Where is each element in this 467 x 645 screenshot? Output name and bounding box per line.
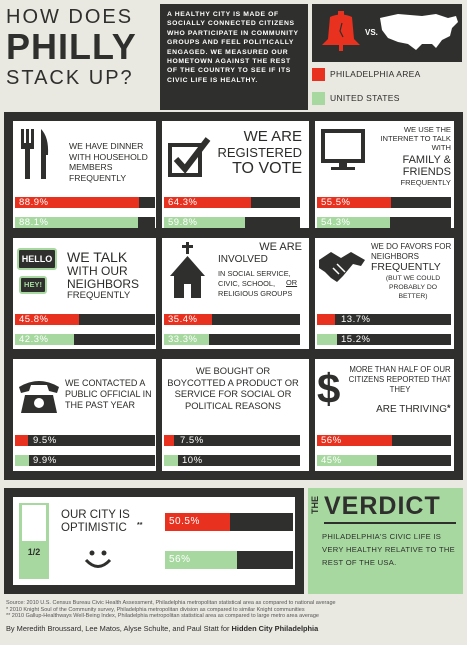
title-stack-up: STACK UP? <box>6 67 134 89</box>
vote-text-c: TO VOTE <box>232 160 302 177</box>
verdict-the: THE <box>310 496 320 514</box>
dinner-philly-bar <box>15 197 155 208</box>
verdict-box <box>308 488 463 594</box>
glass-icon <box>19 503 49 579</box>
boycott-philly-fill <box>164 435 174 446</box>
neighbors-philly-value: 45.8% <box>19 314 49 325</box>
card-vote <box>157 112 314 237</box>
verdict-title: VERDICT <box>324 492 441 520</box>
glass-label: 1/2 <box>27 547 41 557</box>
internet-text-a: WE USE THE INTERNET TO TALK WITH <box>380 125 451 152</box>
boycott-us-value: 10% <box>182 455 203 466</box>
source-line-3: ** 2010 Gallup-Healthways Well-Being Index, Philadelphia metropolitan statistical area as compared to large metro area average <box>6 613 319 619</box>
optimistic-text-b: OPTIMISTIC <box>61 522 127 534</box>
boycott-text: WE BOUGHT OR BOYCOTTED A PRODUCT OR SERVICE FOR SOCIAL OR POLITICAL REASONS <box>167 365 299 411</box>
optimistic-philly-value: 50.5% <box>169 516 200 527</box>
neighbors-text-c: NEIGHBORS <box>67 277 140 291</box>
card-neighbors <box>4 233 161 358</box>
vote-text-a: WE ARE <box>243 128 302 145</box>
internet-us-value: 54.3% <box>321 217 351 228</box>
handshake-icon <box>317 248 367 288</box>
internet-text-b: FAMILY & FRIENDS <box>402 154 451 178</box>
page-title <box>6 6 154 108</box>
computer-icon <box>321 129 365 173</box>
official-philly-fill <box>15 435 28 446</box>
involved-philly-bar <box>164 314 300 325</box>
internet-text-c: FREQUENTLY <box>400 178 451 187</box>
optimistic-text-a: OUR CITY IS <box>61 509 130 521</box>
card-internet <box>310 112 463 237</box>
internet-philly-bar <box>317 197 451 208</box>
favors-us-fill <box>317 334 337 345</box>
vote-text-b: REGISTERED <box>217 145 302 160</box>
involved-text-b: INVOLVED <box>218 254 268 265</box>
legend-philly-label: PHILADELPHIA AREA <box>330 69 421 79</box>
favors-text-a: WE DO FAVORS FOR NEIGHBORS <box>371 242 452 261</box>
byline-publisher: Hidden City Philadelphia <box>231 623 319 633</box>
legend-us-label: UNITED STATES <box>330 93 400 103</box>
card-favors <box>310 233 463 358</box>
dollar-icon: $ <box>317 365 341 412</box>
neighbors-text-d: FREQUENTLY <box>67 290 131 301</box>
optimistic-us-value: 56% <box>169 554 191 565</box>
involved-text-or: OR <box>286 278 298 287</box>
thriving-us-bar <box>317 455 451 466</box>
card-dinner <box>4 112 161 237</box>
glass-water <box>22 541 46 577</box>
usa-map-icon <box>378 10 460 54</box>
byline <box>6 624 462 633</box>
official-us-value: 9.9% <box>33 455 57 466</box>
legend-us-swatch <box>312 92 325 105</box>
boycott-us-bar <box>164 455 300 466</box>
vote-us-value: 59.8% <box>168 217 198 228</box>
vs-label: VS. <box>365 28 378 37</box>
intro-box <box>160 4 308 110</box>
involved-text-a: WE ARE <box>259 241 302 253</box>
speech-bubble-icon <box>17 248 61 298</box>
favors-philly-value: 13.7% <box>341 314 371 325</box>
involved-us-value: 33.3% <box>168 334 198 345</box>
internet-philly-value: 55.5% <box>321 197 351 208</box>
involved-us-bar <box>164 334 300 345</box>
dinner-philly-value: 88.9% <box>19 197 49 208</box>
title-philly: PHILLY <box>6 26 137 67</box>
optimistic-philly-bar <box>165 513 293 531</box>
checkbox-icon <box>168 137 212 179</box>
official-philly-bar <box>15 435 155 446</box>
legend <box>312 66 462 110</box>
footer <box>6 600 462 633</box>
official-us-bar <box>15 455 155 466</box>
card-boycott <box>157 354 314 480</box>
source-line-2: * 2010 Knight Soul of the Community survey, Philadelphia metropolitan division as compared to similar Knight communities <box>6 606 305 613</box>
favors-us-value: 15.2% <box>341 334 371 345</box>
official-us-fill <box>15 455 29 466</box>
intro-text: A HEALTHY CITY IS MADE OF SOCIALLY CONNECTED CITIZENS WHO PARTICIPATE IN COMMUNITY GROUPS AND FEEL POLITICALLY ENGAGED. WE MEASURED OUR HOMETOWN AGAINST THE REST OF THE COUNTRY TO SEE IF ITS CIVIC LIFE IS HEALTHY. <box>167 11 299 84</box>
source-line-1: Source: 2010 U.S. Census Bureau Civic Health Assessment, Philadelphia metropolitan statistical area as compared to national average <box>6 600 336 606</box>
optimistic-us-bar <box>165 551 293 569</box>
smiley-icon <box>83 549 113 571</box>
dinner-us-bar <box>15 217 155 228</box>
card-thriving <box>310 354 463 480</box>
involved-philly-value: 35.4% <box>168 314 198 325</box>
favors-philly-bar <box>317 314 451 325</box>
verdict-divider <box>324 522 456 524</box>
vote-philly-bar <box>164 197 300 208</box>
card-optimistic <box>4 488 304 594</box>
internet-us-bar <box>317 217 451 228</box>
neighbors-us-bar <box>15 334 155 345</box>
thriving-philly-value: 56% <box>321 435 342 446</box>
thriving-us-value: 45% <box>321 455 342 466</box>
favors-text-b: FREQUENTLY <box>371 261 441 273</box>
optimistic-star: ** <box>137 522 143 529</box>
byline-authors: By Meredith Broussard, Lee Matos, Alyse Schulte, and Paul Statt for <box>6 623 230 633</box>
boycott-philly-bar <box>164 435 300 446</box>
verdict-text: PHILADELPHIA'S CIVIC LIFE IS VERY HEALTHY RELATIVE TO THE REST OF THE USA. <box>322 532 456 567</box>
neighbors-text-b: WITH OUR <box>67 264 128 278</box>
involved-text-c: IN SOCIAL SERVICE, CIVIC, SCHOOL, <box>218 269 291 288</box>
hey-bubble: HEY! <box>19 276 47 294</box>
dinner-us-value: 88.1% <box>19 217 49 228</box>
thriving-star: * <box>447 403 451 413</box>
dinner-text: WE HAVE DINNER WITH HOUSEHOLD MEMBERS FREQUENTLY <box>69 141 148 183</box>
neighbors-us-value: 42.3% <box>19 334 49 345</box>
boycott-philly-value: 7.5% <box>180 435 204 446</box>
favors-text-c: (BUT WE COULD PROBABLY DO BETTER) <box>385 275 441 300</box>
boycott-us-fill <box>164 455 178 466</box>
card-official <box>4 354 161 480</box>
official-philly-value: 9.5% <box>33 435 57 446</box>
card-involved <box>157 233 314 358</box>
legend-philly-swatch <box>312 68 325 81</box>
liberty-bell-icon <box>318 9 364 55</box>
fork-knife-icon <box>19 129 53 181</box>
thriving-text-b: ARE THRIVING <box>376 404 447 415</box>
hello-bubble: HELLO <box>17 248 57 270</box>
neighbors-text-a: WE TALK <box>67 249 128 265</box>
neighbors-philly-bar <box>15 314 155 325</box>
thriving-philly-bar <box>317 435 451 446</box>
favors-us-bar <box>317 334 451 345</box>
official-text: WE CONTACTED A PUBLIC OFFICIAL IN THE PAST YEAR <box>65 378 152 410</box>
title-how-does: HOW DOES <box>6 6 134 28</box>
comparison-graphic <box>312 4 462 62</box>
vote-philly-value: 64.3% <box>168 197 198 208</box>
vote-us-bar <box>164 217 300 228</box>
thriving-text-a: MORE THAN HALF OF OUR CITIZENS REPORTED THAT THEY <box>348 365 452 395</box>
favors-philly-fill <box>317 314 335 325</box>
church-icon <box>166 242 210 304</box>
involved-text-d: RELIGIOUS GROUPS <box>218 289 293 298</box>
telephone-icon <box>17 377 61 415</box>
